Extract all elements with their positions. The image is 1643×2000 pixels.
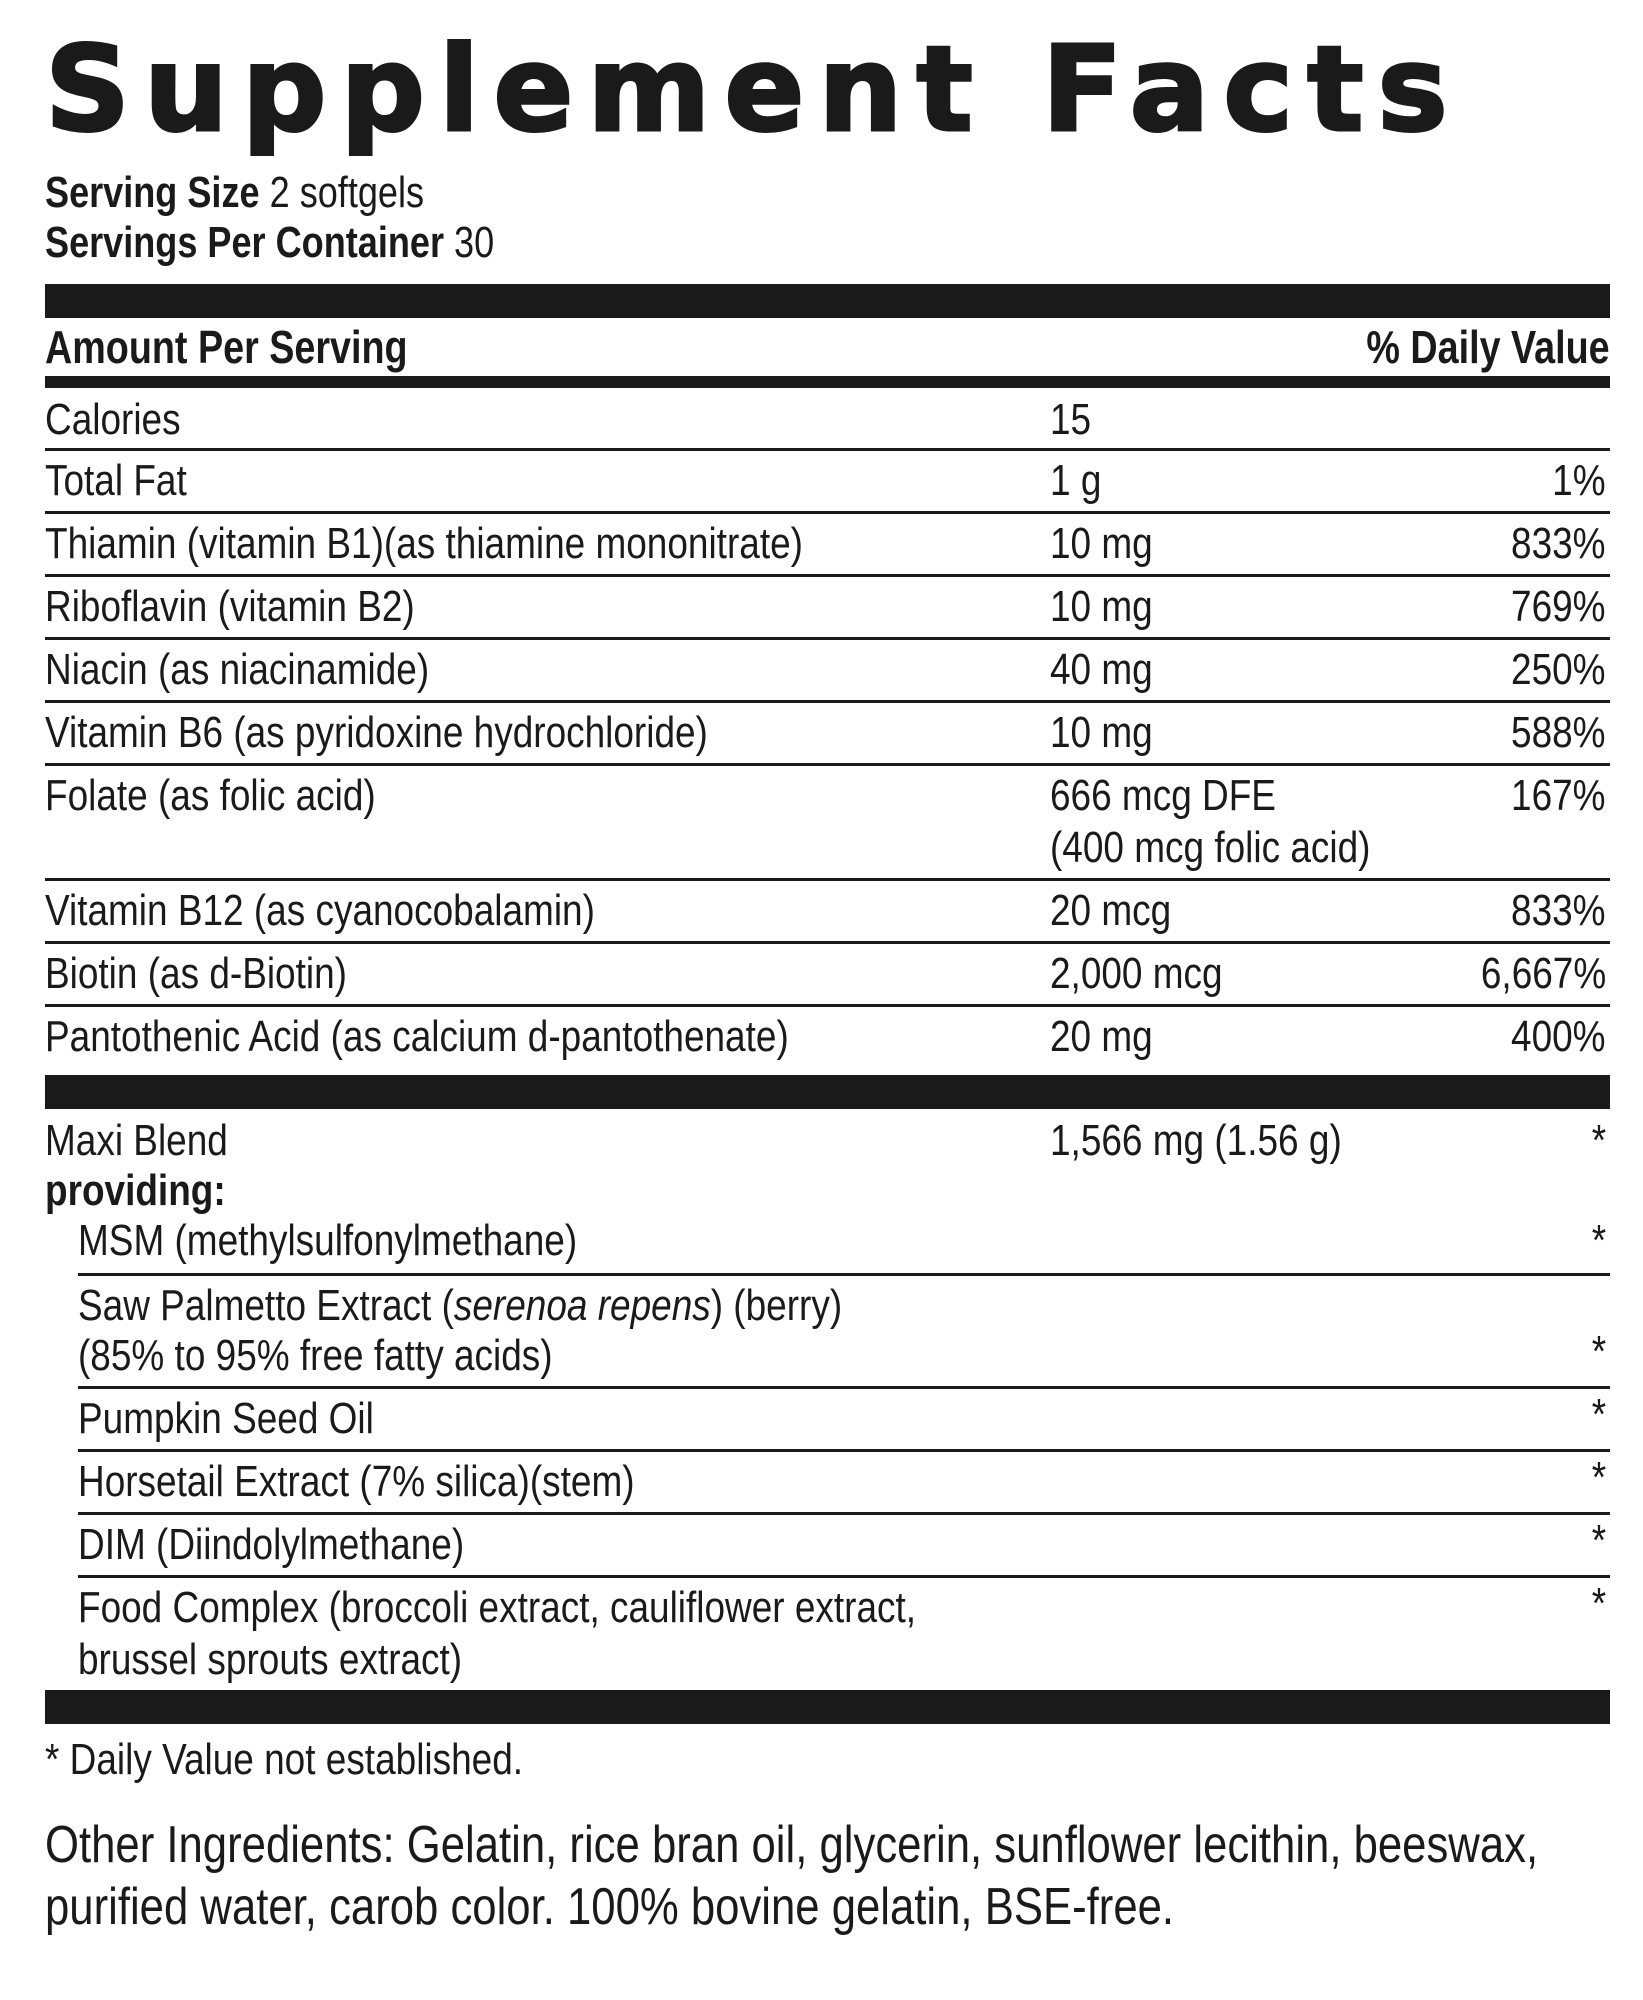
blend-header-row (45, 1109, 1610, 1213)
nutrient-amount: 40 mg (1050, 645, 1153, 694)
table-row (45, 703, 1610, 766)
label-title: Supplement Facts (45, 20, 1462, 158)
blend-item-name (78, 1280, 842, 1332)
nutrient-amount: 20 mg (1050, 1012, 1153, 1061)
table-row (45, 881, 1610, 944)
nutrient-amount: 10 mg (1050, 519, 1153, 568)
nutrient-dv: 6,667% (1480, 949, 1606, 998)
nutrient-name: Vitamin B6 (as pyridoxine hydrochloride) (45, 708, 708, 757)
table-header (45, 318, 1610, 376)
nutrient-name: Folate (as folic acid) (45, 771, 376, 820)
blend-providing: providing: (45, 1166, 226, 1215)
table-row (45, 1007, 1610, 1067)
nutrient-name: Vitamin B12 (as cyanocobalamin) (45, 886, 595, 935)
nutrient-amount-detail: (400 mcg folic acid) (1050, 823, 1371, 872)
blend-item-name: Horsetail Extract (7% silica)(stem) (78, 1457, 635, 1506)
nutrient-dv: 833% (1511, 886, 1606, 935)
blend-item (78, 1389, 1610, 1452)
table-row (45, 944, 1610, 1007)
nutrient-name: Biotin (as d-Biotin) (45, 949, 347, 998)
nutrient-amount: 666 mcg DFE (1050, 771, 1276, 820)
nutrient-name: Total Fat (45, 456, 187, 505)
blend-item-name-text: Saw Palmetto Extract ( (78, 1281, 454, 1330)
nutrient-dv: 167% (1511, 771, 1606, 820)
nutrient-dv: 400% (1511, 1012, 1606, 1061)
blend-item (78, 1452, 1610, 1515)
blend-item-name-detail: (85% to 95% free fatty acids) (78, 1331, 553, 1380)
other-ingredients-line: Other Ingredients: Gelatin, rice bran oil, glycerin, sunflower lecithin, beeswax, (45, 1816, 1539, 1874)
nutrient-dv: 769% (1511, 582, 1606, 631)
blend-item-name: Pumpkin Seed Oil (78, 1394, 374, 1443)
nutrient-name: Thiamin (vitamin B1)(as thiamine mononitrate) (45, 519, 803, 568)
blend-item-name: MSM (methylsulfonylmethane) (78, 1216, 578, 1265)
nutrient-amount: 15 (1050, 395, 1092, 444)
blend-name: Maxi Blend (45, 1116, 228, 1165)
servings-per-container-value: 30 (454, 218, 495, 267)
other-ingredients-line: purified water, carob color. 100% bovine gelatin, BSE-free. (45, 1878, 1175, 1936)
nutrient-dv: 588% (1511, 708, 1606, 757)
daily-value-heading: % Daily Value (1366, 321, 1610, 373)
supplement-facts-label (45, 20, 1610, 1938)
nutrient-amount: 2,000 mcg (1050, 949, 1223, 998)
blend-item (78, 1515, 1610, 1578)
nutrient-amount: 1 g (1050, 456, 1102, 505)
table-row (45, 766, 1610, 881)
nutrient-amount: 10 mg (1050, 708, 1153, 757)
blend-item-dv: * (1591, 1516, 1606, 1565)
servings-per-container-label: Servings Per Container (45, 218, 445, 267)
blend-item-name: DIM (Diindolylmethane) (78, 1520, 465, 1569)
table-row (45, 577, 1610, 640)
amount-per-serving-heading: Amount Per Serving (45, 321, 408, 373)
nutrient-name: Calories (45, 395, 181, 444)
divider-thick (45, 1690, 1610, 1724)
nutrient-dv: 250% (1511, 645, 1606, 694)
divider-medium (45, 376, 1610, 388)
blend-item-dv: * (1591, 1453, 1606, 1502)
proprietary-blend (45, 1109, 1610, 1690)
blend-item-name-italic: serenoa repens (453, 1281, 711, 1330)
serving-size (45, 168, 1328, 218)
blend-item-dv: * (1591, 1216, 1606, 1265)
nutrient-name: Pantothenic Acid (as calcium d-pantothenate) (45, 1012, 789, 1061)
divider-thick (45, 1075, 1610, 1109)
table-row (45, 640, 1610, 703)
other-ingredients (45, 1814, 1610, 1938)
serving-size-label: Serving Size (45, 168, 260, 217)
divider-thick (45, 284, 1610, 318)
footnote: * Daily Value not established. (45, 1735, 524, 1784)
nutrient-amount: 10 mg (1050, 582, 1153, 631)
table-row (45, 514, 1610, 577)
blend-item-name: Food Complex (broccoli extract, cauliflower extract, (78, 1583, 917, 1632)
serving-info (45, 168, 1610, 268)
servings-per-container (45, 218, 1328, 268)
table-row (45, 388, 1610, 451)
blend-item-name-detail: brussel sprouts extract) (78, 1635, 463, 1684)
nutrient-name: Niacin (as niacinamide) (45, 645, 430, 694)
blend-item (78, 1213, 1610, 1276)
nutrient-table (45, 388, 1610, 1067)
table-row (45, 451, 1610, 514)
blend-item (78, 1578, 1610, 1690)
blend-amount: 1,566 mg (1.56 g) (1050, 1116, 1342, 1165)
blend-item-dv: * (1591, 1579, 1606, 1628)
blend-item-name-text: ) (berry) (710, 1281, 843, 1330)
nutrient-dv: 1% (1552, 456, 1606, 505)
nutrient-amount: 20 mcg (1050, 886, 1172, 935)
serving-size-value: 2 softgels (269, 168, 425, 217)
nutrient-dv: 833% (1511, 519, 1606, 568)
blend-item-dv: * (1591, 1327, 1606, 1376)
nutrient-name: Riboflavin (vitamin B2) (45, 582, 415, 631)
blend-item (78, 1276, 1610, 1389)
blend-dv: * (1591, 1116, 1606, 1165)
blend-item-dv: * (1591, 1390, 1606, 1439)
